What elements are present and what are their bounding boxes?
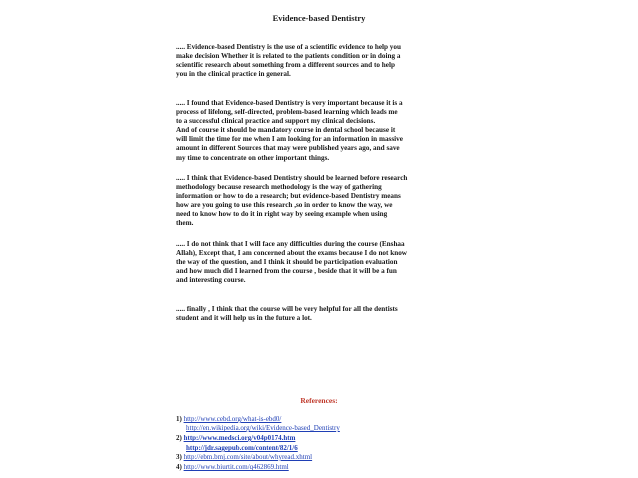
reference-number: 4) <box>176 463 182 471</box>
paragraph-importance: ..... I found that Evidence-based Dentistry is very important because it is a process of lifelong, self-directed, problem-based learning which leads me to a successful clinical practice and support my clinical decisions. And of course it should be mandatory course in dental school because it will limit the time for me when I am looking for an information in massive amount in different Sources that may were published years ago, and save my time to concentrate on other important things. <box>176 99 403 162</box>
reference-link[interactable]: http://jdr.sagepub.com/content/82/1/6 <box>186 444 298 452</box>
paragraph-definition: ..... Evidence-based Dentistry is the use of a scientific evidence to help you make decision Whether it is related to the patients condition or in doing a scientific research about something from a different sources and to help you in the clinical practice in general. <box>176 43 401 79</box>
paragraph-conclusion: ..... finally , I think that the course will be very helpful for all the dentists student and it will help us in the future a lot. <box>176 305 398 323</box>
reference-number: 3) <box>176 453 182 461</box>
reference-item <box>176 434 295 443</box>
reference-number: 2) <box>176 434 182 442</box>
reference-link[interactable]: http://www.medsci.org/v04p0174.htm <box>183 434 296 442</box>
reference-number: 1) <box>176 415 182 423</box>
paragraph-research-methodology: ..... I think that Evidence-based Dentistry should be learned before research methodology because research methodology is the way of gathering information or how to do a research; but evidence-based Dentistry means how are you going to use this research ,so in order to know the way, we need to know how to do it in right way by seeing example when using them. <box>176 174 408 228</box>
reference-link[interactable]: http://en.wikipedia.org/wiki/Evidence-based_Dentistry <box>186 424 340 432</box>
reference-link[interactable]: http://ebm.bmj.com/site/about/whyread.xhtml <box>183 453 313 461</box>
reference-item <box>176 463 289 472</box>
reference-item <box>176 415 281 424</box>
reference-item <box>186 444 298 453</box>
reference-link[interactable]: http://www.biurtit.com/q462869.html <box>183 463 289 471</box>
references-title: References: <box>300 396 338 405</box>
reference-item <box>186 424 340 433</box>
document-title: Evidence-based Dentistry <box>272 13 366 23</box>
paragraph-difficulties: ..... I do not think that I will face any difficulties during the course (Enshaa Allah), Except that, I am concerned about the exams because I do not know the way of the question, and I think it should be participation evaluation and how much did I learned from the course , beside that it will be a fun and interesting course. <box>176 240 408 285</box>
reference-item <box>176 453 312 462</box>
reference-link[interactable]: http://www.cebd.org/what-is-ebd0/ <box>183 415 282 423</box>
